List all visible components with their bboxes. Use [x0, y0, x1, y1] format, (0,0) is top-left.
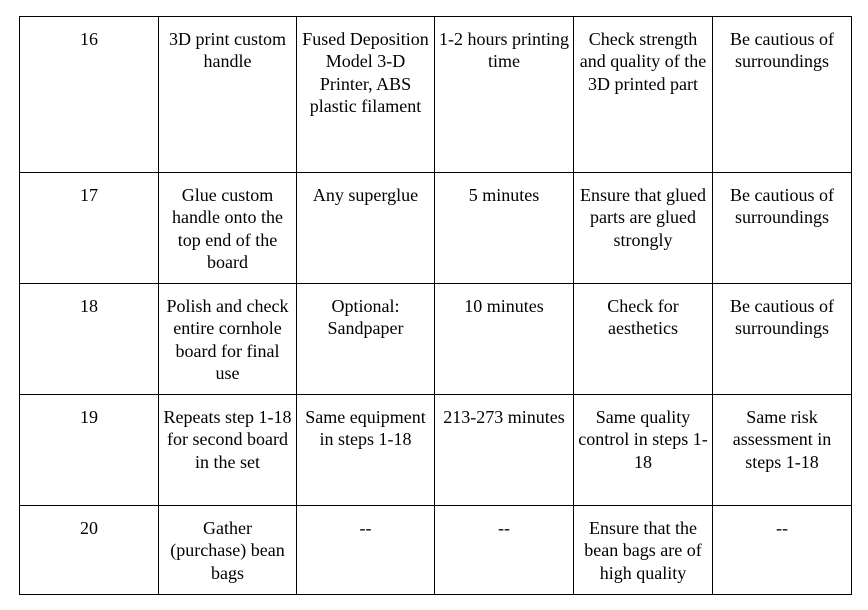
task-description: Glue custom handle onto the top end of the board — [172, 185, 283, 272]
time-cell — [435, 17, 574, 173]
task-description: Polish and check entire cornhole board for final use — [166, 296, 289, 383]
risk-cell — [713, 506, 852, 595]
risk-text: Same risk assessment in steps 1-18 — [732, 407, 832, 472]
step-number: 19 — [80, 407, 98, 427]
table-row — [20, 284, 852, 395]
step-number: 17 — [80, 185, 98, 205]
equipment-cell — [297, 173, 435, 284]
table-row — [20, 173, 852, 284]
risk-text: Be cautious of surroundings — [730, 296, 834, 339]
table-row — [20, 17, 852, 173]
step-number-cell — [20, 395, 159, 506]
step-number-cell — [20, 173, 159, 284]
equipment-text: Same equipment in steps 1-18 — [305, 407, 426, 450]
quality-cell — [574, 17, 713, 173]
risk-cell — [713, 284, 852, 395]
task-description: Gather (purchase) bean bags — [170, 518, 285, 583]
equipment-cell — [297, 17, 435, 173]
equipment-cell — [297, 506, 435, 595]
quality-text: Check for aesthetics — [607, 296, 679, 339]
time-cell — [435, 284, 574, 395]
time-cell — [435, 395, 574, 506]
time-cell — [435, 173, 574, 284]
time-text: 213-273 minutes — [443, 407, 565, 427]
task-cell — [159, 395, 297, 506]
equipment-cell — [297, 284, 435, 395]
task-cell — [159, 284, 297, 395]
quality-cell — [574, 395, 713, 506]
time-cell — [435, 506, 574, 595]
step-number-cell — [20, 17, 159, 173]
task-description: 3D print custom handle — [169, 29, 286, 72]
quality-cell — [574, 284, 713, 395]
equipment-text: Any superglue — [312, 185, 419, 205]
time-text: 10 minutes — [464, 296, 544, 316]
task-description: Repeats step 1-18 for second board in the set — [163, 407, 292, 472]
step-number-cell — [20, 506, 159, 595]
time-text: 5 minutes — [468, 185, 540, 205]
risk-cell — [713, 395, 852, 506]
procedure-table — [19, 16, 852, 595]
risk-cell — [713, 17, 852, 173]
time-text: 1-2 hours printing time — [439, 29, 569, 72]
risk-text: Be cautious of surroundings — [730, 29, 834, 72]
table-row — [20, 395, 852, 506]
quality-cell — [574, 506, 713, 595]
risk-text: -- — [776, 518, 788, 538]
quality-text: Same quality control in steps 1-18 — [578, 407, 708, 472]
quality-text: Ensure that glued parts are glued strongly — [580, 185, 706, 250]
equipment-text: Fused Deposition Model 3-D Printer, ABS plastic filament — [302, 29, 429, 116]
step-number: 20 — [80, 518, 98, 538]
risk-text: Be cautious of surroundings — [730, 185, 834, 228]
step-number-cell — [20, 284, 159, 395]
task-cell — [159, 506, 297, 595]
quality-text: Check strength and quality of the 3D printed part — [579, 29, 707, 94]
task-cell — [159, 173, 297, 284]
risk-cell — [713, 173, 852, 284]
procedure-table-container — [19, 16, 852, 595]
quality-cell — [574, 173, 713, 284]
table-row — [20, 506, 852, 595]
equipment-text: -- — [359, 518, 372, 538]
task-cell — [159, 17, 297, 173]
time-text: -- — [498, 518, 510, 538]
step-number: 16 — [80, 29, 98, 49]
equipment-cell — [297, 395, 435, 506]
quality-text: Ensure that the bean bags are of high quality — [584, 518, 702, 583]
step-number: 18 — [80, 296, 98, 316]
equipment-text: Optional: Sandpaper — [327, 296, 404, 339]
